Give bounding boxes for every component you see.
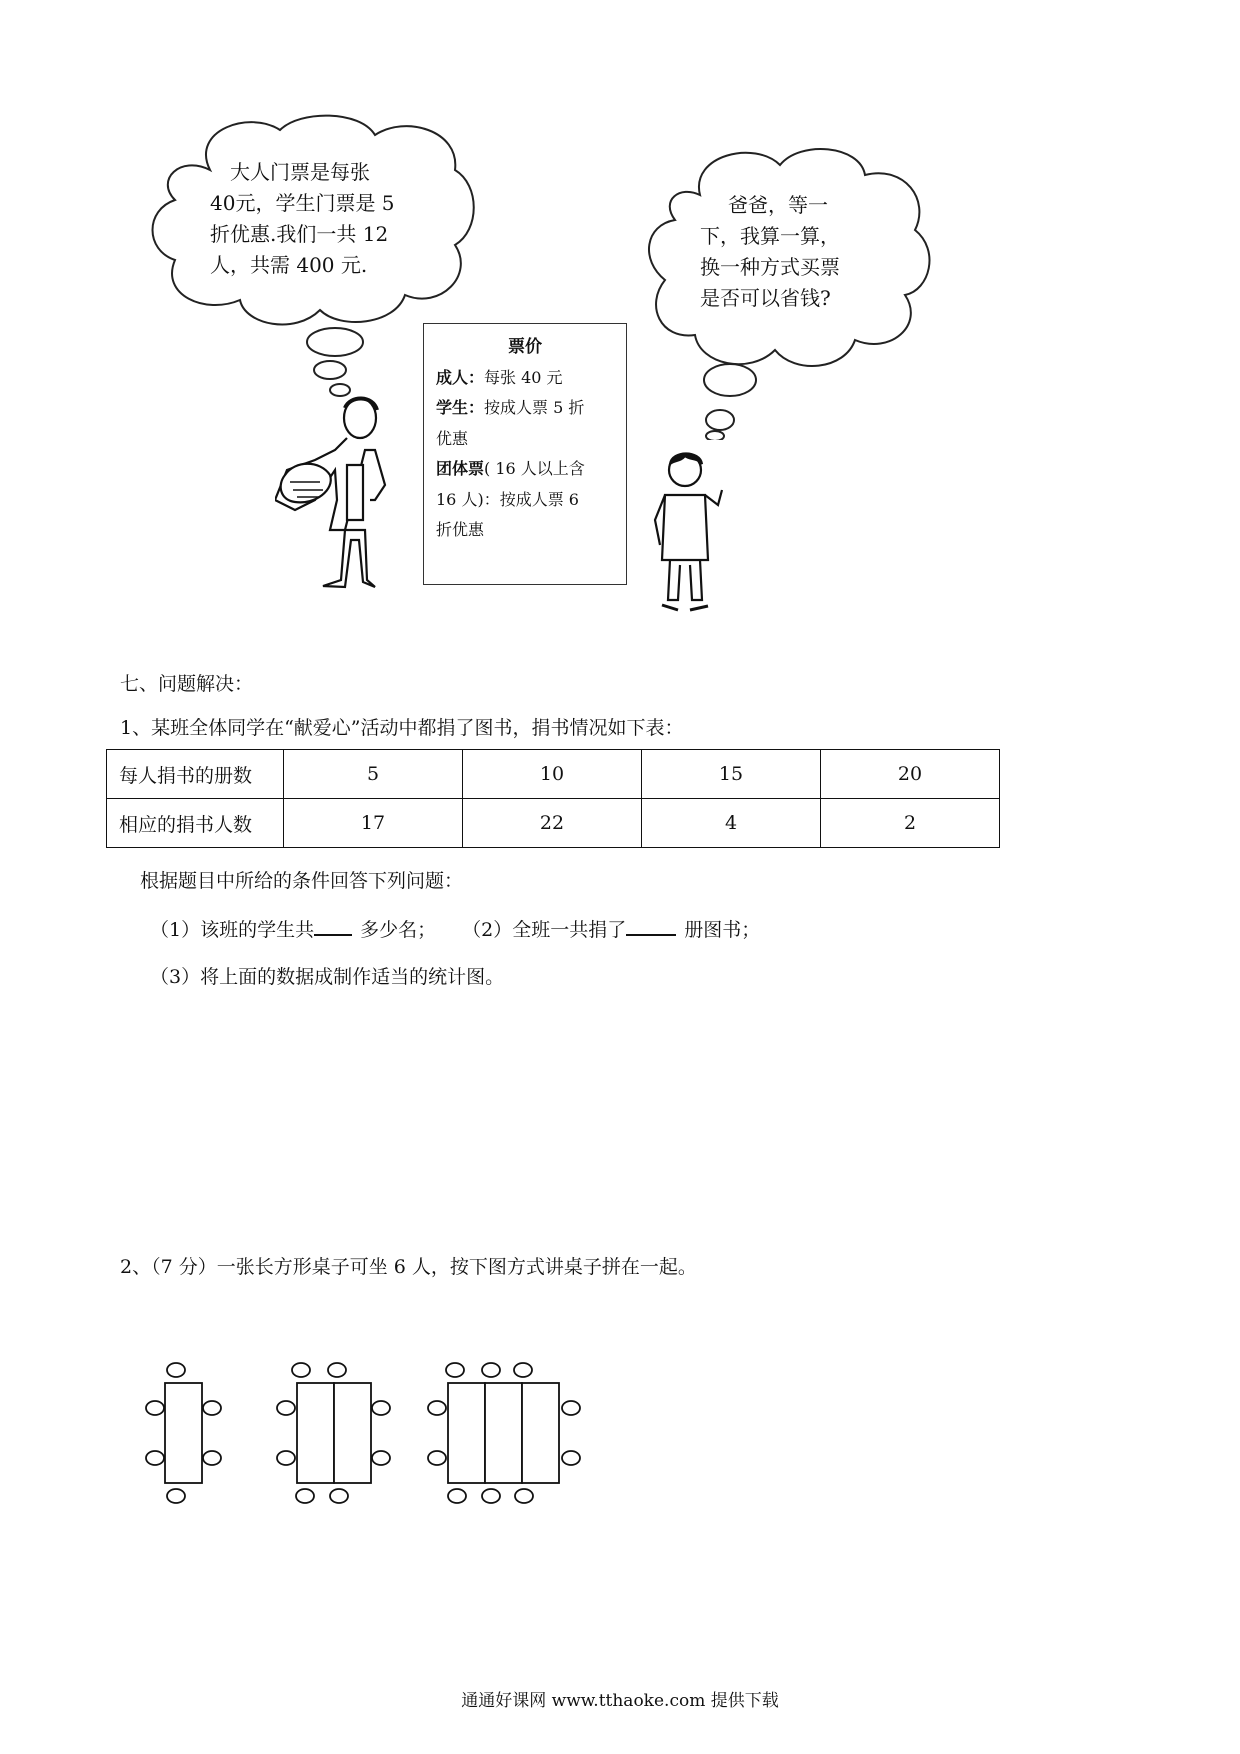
seat-circle [562,1401,580,1415]
table-cell: 4 [642,799,821,848]
father-illustration [275,390,405,590]
bubble-left-line: 人，共需 400 元. [210,253,368,277]
table-cell: 15 [642,750,821,799]
seat-circle [146,1401,164,1415]
seat-circle [482,1489,500,1503]
table-rect [297,1383,334,1483]
seat-circle [203,1401,221,1415]
bubble-left-line: 大人门票是每张 [230,160,370,184]
bubble-right-text [700,190,840,314]
donation-table [106,749,1000,848]
seat-circle [292,1363,310,1377]
ticket-price-box [423,323,627,585]
seat-circle [515,1489,533,1503]
boy-illustration [650,450,730,620]
seat-circle [167,1489,185,1503]
table-cell: 10 [463,750,642,799]
table-rect [334,1383,371,1483]
price-student-text: 按成人票 5 折 [484,398,585,417]
bubble-right-line: 爸爸，等一 [728,193,828,217]
seat-circle [514,1363,532,1377]
seat-circle [146,1451,164,1465]
price-student-label: 学生： [436,398,485,417]
question-1-prompt: 根据题目中所给的条件回答下列问题： [140,870,464,892]
table-row [107,750,1000,799]
table-row [107,799,1000,848]
table-cell: 17 [284,799,463,848]
table-row-header: 每人捐书的册数 [107,750,284,799]
table-rect [522,1383,559,1483]
bubble-right-line: 换一种方式买票 [700,255,840,279]
bubble-left-line: 40元，学生门票是 5 [210,191,395,215]
table-arrangement-diagram [140,1360,590,1535]
price-adult-text: 每张 40 元 [484,367,563,387]
question-2: 2、（7 分）一张长方形桌子可坐 6 人，按下图方式讲桌子拼在一起。 [120,1256,697,1278]
price-group-label: 团体票 [436,459,485,478]
price-adult-row [436,363,614,394]
price-student-text2: 优惠 [436,428,469,448]
seat-circle [372,1451,390,1465]
table-rect [485,1383,522,1483]
price-adult-label: 成人： [436,367,485,387]
price-group-text: ( 16 人以上含 [484,459,585,478]
price-student-row [436,393,614,424]
price-group-text2: 按成人票 6 [499,489,579,509]
table-cell: 2 [821,799,1000,848]
seat-circle [448,1489,466,1503]
seat-circle [446,1363,464,1377]
price-box-title: 票价 [508,337,542,357]
answer-blank-students[interactable] [314,916,352,936]
price-group-text3: 折优惠 [436,520,485,539]
question-1-intro: 1、某班全体同学在“献爱心”活动中都捐了图书，捐书情况如下表： [120,717,684,739]
seat-circle [203,1451,221,1465]
q1-part1-text: （1）该班的学生共 [150,919,315,941]
seat-circle [167,1363,185,1377]
bubble-left-line: 折优惠.我们一共 12 [210,222,389,246]
bubble-right-line: 是否可以省钱? [700,286,831,310]
table-cell: 5 [284,750,463,799]
seat-circle [482,1363,500,1377]
seat-circle [277,1401,295,1415]
price-group-row [436,454,614,485]
seat-circle [277,1451,295,1465]
seat-circle [372,1401,390,1415]
page-footer: 通通好课网 www.tthaoke.com 提供下载 [461,1691,779,1711]
seat-circle [328,1363,346,1377]
answer-blank-books[interactable] [626,916,676,936]
seat-circle [330,1489,348,1503]
seat-circle [428,1401,446,1415]
question-1-part-3: （3）将上面的数据成制作适当的统计图。 [150,966,505,988]
question-1-parts-1-2 [150,915,760,942]
q1-part1-suffix: 多少名； [360,919,437,941]
table-cell: 22 [463,799,642,848]
price-group-text2-label: 16 人)： [436,489,500,509]
table-rect [448,1383,485,1483]
bubble-left-text [210,157,395,281]
q1-part2-text: （2）全班一共捐了 [462,919,627,941]
seat-circle [562,1451,580,1465]
seat-circle [428,1451,446,1465]
table-row-header: 相应的捐书人数 [107,799,284,848]
table-cell: 20 [821,750,1000,799]
q1-part2-suffix: 册图书； [684,919,761,941]
section-title: 七、问题解决： [120,673,254,695]
table-rect [165,1383,202,1483]
price-group-row2 [436,485,614,516]
seat-circle [296,1489,314,1503]
bubble-right-line: 下，我算一算， [700,224,840,248]
